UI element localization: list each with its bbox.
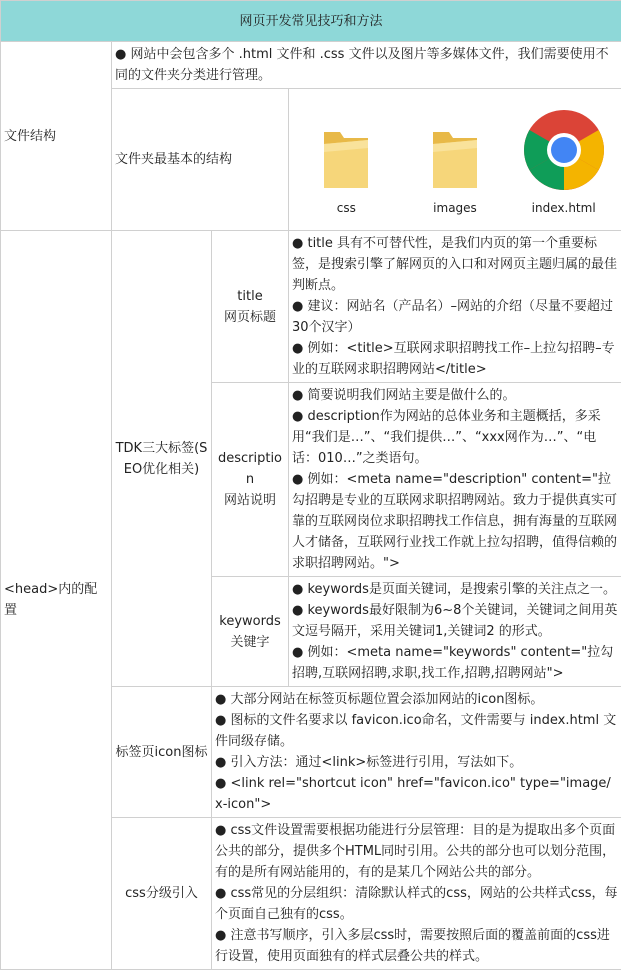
css-level-desc [212, 818, 621, 970]
basic-structure-label: 文件夹最基本的结构 [112, 89, 289, 231]
chrome-icon [522, 108, 606, 192]
file-structure-intro: ● 网站中会包含多个 .html 文件和 .css 文件以及图片等多媒体文件，我们需要使用不同的文件夹分类进行管理。 [112, 42, 621, 89]
desc-line: ● 引入方法：通过<link>标签进行引用，写法如下。 [215, 752, 618, 773]
title-tag-desc [289, 231, 621, 383]
file-structure-label: 文件结构 [1, 42, 112, 231]
description-tag-label [212, 383, 289, 577]
desc-line: ● css常见的分层组织：清除默认样式的css，网站的公共样式css，每个页面自己独有的css。 [215, 883, 618, 925]
desc-line: ● css文件设置需要根据功能进行分层管理：目的是为提取出多个页面公共的部分，提供多个HTML同时引用。公共的部分也可以划分范围，有的是所有网站能用的，有的是某几个网站公共的部分。 [215, 820, 618, 883]
desc-line: ● 简要说明我们网站主要是做什么的。 [292, 385, 618, 406]
row-label-cn: 关键字 [215, 632, 285, 653]
desc-line: ● 建议：网站名（产品名）–网站的介绍（尽量不要超过30个汉字） [292, 296, 618, 338]
folder-icon [429, 126, 481, 192]
desc-line: ● description作为网站的总体业务和主题概括，多采用“我们是…”、“我们提供…”、“xxx网作为…”、“电话：010…”之类语句。 [292, 406, 618, 469]
title-tag-label [212, 231, 289, 383]
table-title: 网页开发常见技巧和方法 [1, 1, 621, 42]
description-tag-desc [289, 383, 621, 577]
file-item [519, 108, 609, 219]
keywords-tag-desc [289, 577, 621, 687]
desc-line: ● 例如：<meta name="description" content="拉勾招聘是专业的互联网求职招聘网站。致力于提供真实可靠的互联网岗位求职招聘找工作信息，拥有海量的互联网人才储备，互联网行业找工作就上拉勾招聘，值得信赖的求职招聘网站。"> [292, 469, 618, 574]
row-label-cn: 网站说明 [215, 490, 285, 511]
favicon-label: 标签页icon图标 [112, 687, 212, 818]
file-icons-cell [289, 89, 621, 231]
keywords-tag-label [212, 577, 289, 687]
head-config-label: <head>内的配置 [1, 231, 112, 970]
desc-line: ● title 具有不可替代性，是我们内页的第一个重要标签，是搜索引擎了解网页的入口和对网页主题归属的最佳判断点。 [292, 233, 618, 296]
css-level-label: css分级引入 [112, 818, 212, 970]
file-name: images [433, 198, 477, 219]
file-name: css [337, 198, 356, 219]
file-name: index.html [532, 198, 596, 219]
row-label-en: description [215, 448, 285, 490]
desc-line: ● keywords是页面关键词，是搜索引擎的关注点之一。 [292, 579, 618, 600]
desc-line: ● keywords最好限制为6~8个关键词，关键词之间用英文逗号隔开，采用关键词1,关键词2 的形式。 [292, 600, 618, 642]
desc-line: ● 图标的文件名要求以 favicon.ico命名，文件需要与 index.html 文件同级存储。 [215, 710, 618, 752]
desc-line: ● 例如：<title>互联网求职招聘找工作–上拉勾招聘–专业的互联网求职招聘网站</title> [292, 338, 618, 380]
favicon-desc [212, 687, 621, 818]
desc-line: ● <link rel="shortcut icon" href="favicon.ico" type="image/x-icon"> [215, 773, 618, 815]
tdk-label: TDK三大标签(SEO优化相关) [112, 231, 212, 687]
row-label-cn: 网页标题 [215, 307, 285, 328]
folder-icon [320, 126, 372, 192]
file-item [410, 126, 500, 219]
row-label-en: title [215, 286, 285, 307]
desc-line: ● 例如：<meta name="keywords" content="拉勾招聘,互联网招聘,求职,找工作,招聘,招聘网站"> [292, 642, 618, 684]
row-label-en: keywords [215, 611, 285, 632]
desc-line: ● 注意书写顺序，引入多层css时，需要按照后面的覆盖前面的css进行设置，使用页面独有的样式层叠公共的样式。 [215, 925, 618, 967]
file-item [301, 126, 391, 219]
desc-line: ● 大部分网站在标签页标题位置会添加网站的icon图标。 [215, 689, 618, 710]
